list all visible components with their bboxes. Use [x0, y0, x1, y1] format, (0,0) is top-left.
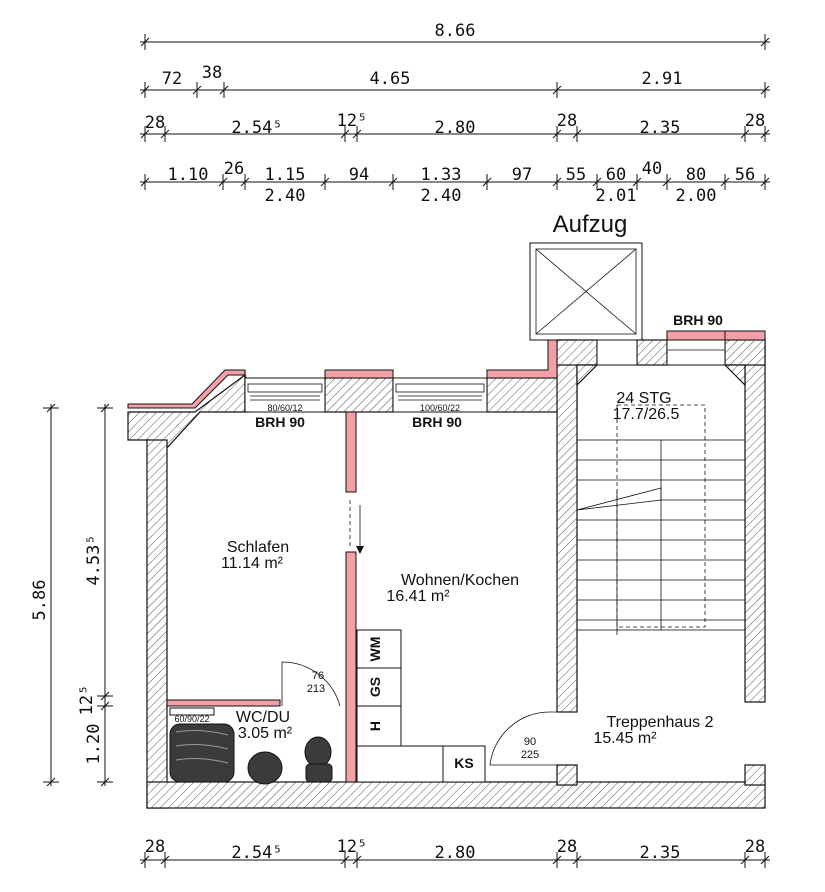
- dim-235: 2.35: [639, 118, 681, 138]
- dim-bottom-280: 2.80: [434, 843, 476, 863]
- room-wc-name: WC/DU: [235, 709, 291, 726]
- dim-94: 94: [348, 165, 370, 185]
- window-middle-size: 100/60/22: [419, 403, 461, 413]
- dim-height-125: 12⁵: [77, 684, 97, 716]
- door-stair: [490, 712, 557, 765]
- dim-38: 38: [201, 63, 223, 83]
- dim-133: 1.33: [420, 165, 462, 185]
- dimension-row-1: [140, 21, 770, 50]
- dim-200: 2.00: [675, 186, 717, 206]
- counter: [357, 746, 443, 782]
- dim-height-4535: 4.53⁵: [84, 534, 104, 586]
- room-wohnen: [386, 572, 519, 605]
- brh-middle: BRH 90: [412, 414, 462, 430]
- dim-56: 56: [734, 165, 756, 185]
- room-wc: [236, 709, 293, 742]
- dim-40: 40: [641, 159, 663, 179]
- fixture-gs: GS: [367, 676, 383, 698]
- room-wc-area: 3.05 m²: [237, 725, 293, 742]
- dim-72: 72: [161, 69, 183, 89]
- dim-height-120: 1.20: [84, 723, 104, 765]
- room-schlafen: [221, 539, 289, 572]
- dim-201: 2.01: [595, 186, 637, 206]
- dim-bottom-28-c: 28: [744, 837, 766, 857]
- shower-tray: [170, 724, 234, 782]
- window-wc-size: 60/90/22: [174, 714, 210, 724]
- dim-60: 60: [605, 165, 627, 185]
- fixture-wm: WM: [367, 636, 383, 662]
- dim-115: 1.15: [264, 165, 306, 185]
- dim-26: 26: [223, 159, 245, 179]
- fixture-ks: KS: [454, 755, 474, 771]
- dim-240-b: 2.40: [420, 186, 462, 206]
- dimension-row-4: [140, 159, 770, 206]
- elevator-label: Aufzug: [552, 211, 628, 238]
- room-schlafen-name: Schlafen: [226, 539, 290, 556]
- toilet-tank: [306, 764, 332, 782]
- dim-55: 55: [565, 165, 587, 185]
- room-treppe: [593, 714, 713, 747]
- door-stair-height: 225: [520, 749, 540, 761]
- dimension-bottom: [140, 837, 770, 868]
- dim-125: 12⁵: [336, 111, 368, 131]
- room-wohnen-name: Wohnen/Kochen: [400, 572, 520, 589]
- dim-28-c: 28: [744, 111, 766, 131]
- brh-top: BRH 90: [673, 312, 723, 328]
- dim-bottom-28-b: 28: [556, 837, 578, 857]
- dim-height-total: 5.86: [30, 579, 50, 621]
- door-wc-height: 213: [306, 683, 326, 695]
- window-left-size: 80/60/12: [267, 403, 303, 413]
- elevator: [530, 211, 642, 340]
- room-wohnen-area: 16.41 m²: [386, 588, 450, 605]
- door-stair-width: 90: [523, 736, 537, 748]
- dimension-row-2: [140, 63, 770, 98]
- toilet-bowl: [305, 737, 331, 767]
- dimension-left: [30, 404, 113, 786]
- dim-bottom-125: 12⁵: [336, 837, 368, 857]
- dim-bottom-2545: 2.54⁵: [231, 843, 283, 863]
- stairs-ratio: 17.7/26.5: [612, 406, 680, 423]
- door-living-opening: [350, 500, 364, 554]
- dim-28-a: 28: [144, 113, 166, 133]
- stairs-steps: 24 STG: [616, 390, 672, 407]
- dim-280: 2.80: [434, 118, 476, 138]
- room-schlafen-area: 11.14 m²: [221, 555, 283, 572]
- dim-110: 1.10: [167, 165, 209, 185]
- dim-240-a: 2.40: [264, 186, 306, 206]
- dim-80: 80: [685, 165, 707, 185]
- room-treppe-name: Treppenhaus 2: [606, 714, 714, 731]
- window-left: [245, 378, 325, 430]
- brh-left: BRH 90: [255, 414, 305, 430]
- dimension-row-3: [140, 111, 770, 142]
- dim-465: 4.65: [369, 69, 411, 89]
- dim-97: 97: [511, 165, 533, 185]
- door-wc: [282, 662, 340, 706]
- dim-bottom-28-a: 28: [144, 837, 166, 857]
- dim-28-b: 28: [556, 111, 578, 131]
- dim-total-width: 8.66: [434, 21, 476, 41]
- fixture-h: H: [367, 720, 383, 732]
- kitchen-fixtures: [357, 630, 485, 782]
- room-treppe-area: 15.45 m²: [593, 730, 657, 747]
- staircase: [577, 390, 745, 635]
- dim-bottom-235: 2.35: [639, 843, 681, 863]
- door-wc-width: 76: [311, 670, 325, 682]
- window-middle: [393, 378, 487, 430]
- washbasin: [248, 752, 282, 784]
- dim-2545: 2.54⁵: [231, 118, 283, 138]
- dim-291: 2.91: [641, 69, 683, 89]
